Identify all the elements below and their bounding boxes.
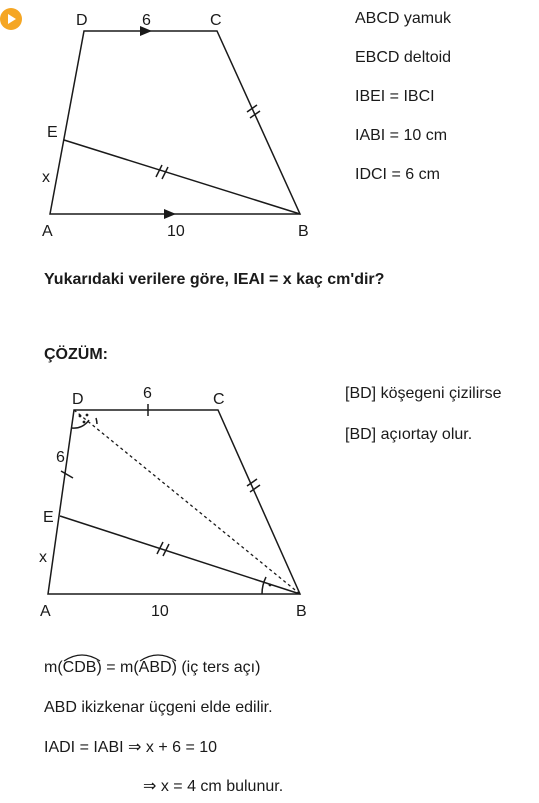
parallel-arrow-bottom [164,209,176,219]
solution-heading: ÇÖZÜM: [44,346,108,363]
given-2: EBCD deltoid [355,49,452,66]
diagonal-BD [74,410,300,594]
angle-abd [139,659,172,677]
label-top-6: 6 [142,12,151,29]
label-D: D [76,12,88,29]
solution-line-3: IADI = IABI ⇒ x + 6 = 10 [44,739,218,756]
given-3: IBEI = IBCI [355,88,435,105]
solution-note-2: [BD] açıortay olur. [345,426,473,443]
angle-hat-icon [139,652,172,662]
angle-cdb [63,659,97,677]
angle-eq-suffix: ) (iç ters açı) [171,659,261,676]
label-top-6: 6 [143,385,152,402]
label-A: A [40,603,51,620]
solution-line-4: ⇒ x = 4 cm bulunur. [143,778,284,795]
angle-equality [44,659,260,677]
label-E: E [43,509,54,526]
question-text: Yukarıdaki verilere göre, IEAI = x kaç cm'dir? [44,271,385,288]
angle-cdb-label: CDB [62,659,97,676]
given-4: IABI = 10 cm [355,127,448,144]
label-x: x [39,549,47,566]
trapezoid-figure-1 [0,0,330,245]
solution-note-1: [BD] köşegeni çizilirse [345,385,502,402]
label-B: B [296,603,307,620]
label-C: C [213,391,225,408]
solution-line-2: ABD ikizkenar üçgeni elde edilir. [44,699,273,716]
angle-eq-prefix: m( [44,659,63,676]
trapezoid-figure-2 [0,380,330,625]
label-C: C [210,12,222,29]
given-5: IDCI = 6 cm [355,166,440,183]
angle-hat-icon [63,652,97,662]
given-1: ABCD yamuk [355,10,452,27]
label-E: E [47,124,58,141]
label-bottom-10: 10 [151,603,169,620]
label-D: D [72,391,84,408]
label-A: A [42,223,53,240]
label-x: x [42,169,50,186]
label-B: B [298,223,309,240]
angle-eq-middle: ) = m( [96,659,139,676]
angle-abd-label: ABD [138,659,172,676]
label-bottom-10: 10 [167,223,185,240]
label-left-6: 6 [56,449,65,466]
